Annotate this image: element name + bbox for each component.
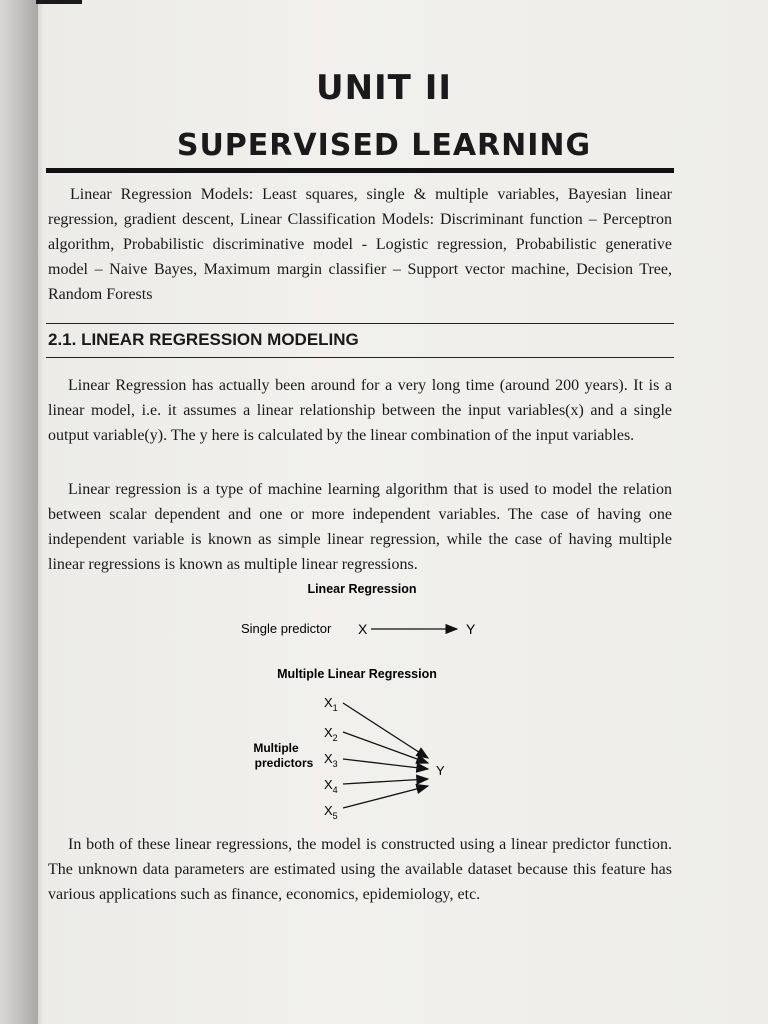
arrow-x1 — [343, 703, 428, 758]
arrow-x4 — [343, 779, 428, 784]
multiple-y-label: Y — [436, 763, 445, 778]
syllabus-paragraph: Linear Regression Models: Least squares, single & multiple variables, Bayesian linear regression, gradient descent, Linear Classification Models: Discriminant function – Perceptron algorithm, Probabilistic discriminative model - Logistic regression, Probabilistic generative model – Naive Bayes, Maximum margin classifier – Support vector machine, Decision Tree, Random Forests — [48, 186, 672, 303]
x-variables — [324, 695, 338, 821]
single-x-label: X — [358, 621, 368, 637]
x-variable: $X_1$ — [324, 695, 338, 713]
linear-regression-title: Linear Regression — [307, 582, 417, 596]
single-y-label: Y — [466, 621, 476, 637]
x-variable: $X_4$ — [324, 777, 338, 795]
paragraph-2: Linear regression is a type of machine learning algorithm that is used to model the relation between scalar dependent and one or more independent variables. The case of having one independent variable is known as simple linear regression, while the case of having multiple linear regressions is known as multiple linear regressions. — [48, 481, 672, 573]
unit-subtitle: SUPERVISED LEARNING — [176, 128, 592, 163]
paragraph-1: Linear Regression has actually been around for a very long time (around 200 years). It is a linear model, i.e. it assumes a linear relationship between the input variables(x) and a single output variable(y). The y here is calculated by the linear combination of the input variables. — [48, 377, 672, 444]
multiple-predictors-label: predictors — [254, 756, 314, 770]
x-variable: $X_3$ — [324, 751, 338, 769]
arrow-x2 — [343, 732, 428, 763]
arrow-x3 — [343, 759, 428, 769]
section-heading: 2.1. LINEAR REGRESSION MODELING — [48, 330, 359, 349]
multiple-predictors-label: Multiple — [253, 741, 299, 755]
multiple-regression-title: Multiple Linear Regression — [277, 667, 437, 681]
paragraph-3: In both of these linear regressions, the model is constructed using a linear predictor function. The unknown data parameters are estimated using the available dataset because this feature has various applications such as finance, economics, epidemiology, etc. — [48, 836, 672, 903]
single-predictor-label: Single predictor — [241, 621, 332, 636]
arrow-x5 — [343, 786, 428, 808]
predictor-arrows — [343, 703, 428, 808]
x-variable: $X_2$ — [324, 725, 338, 743]
x-variable: $X_5$ — [324, 803, 338, 821]
unit-title: UNIT II — [315, 68, 453, 108]
